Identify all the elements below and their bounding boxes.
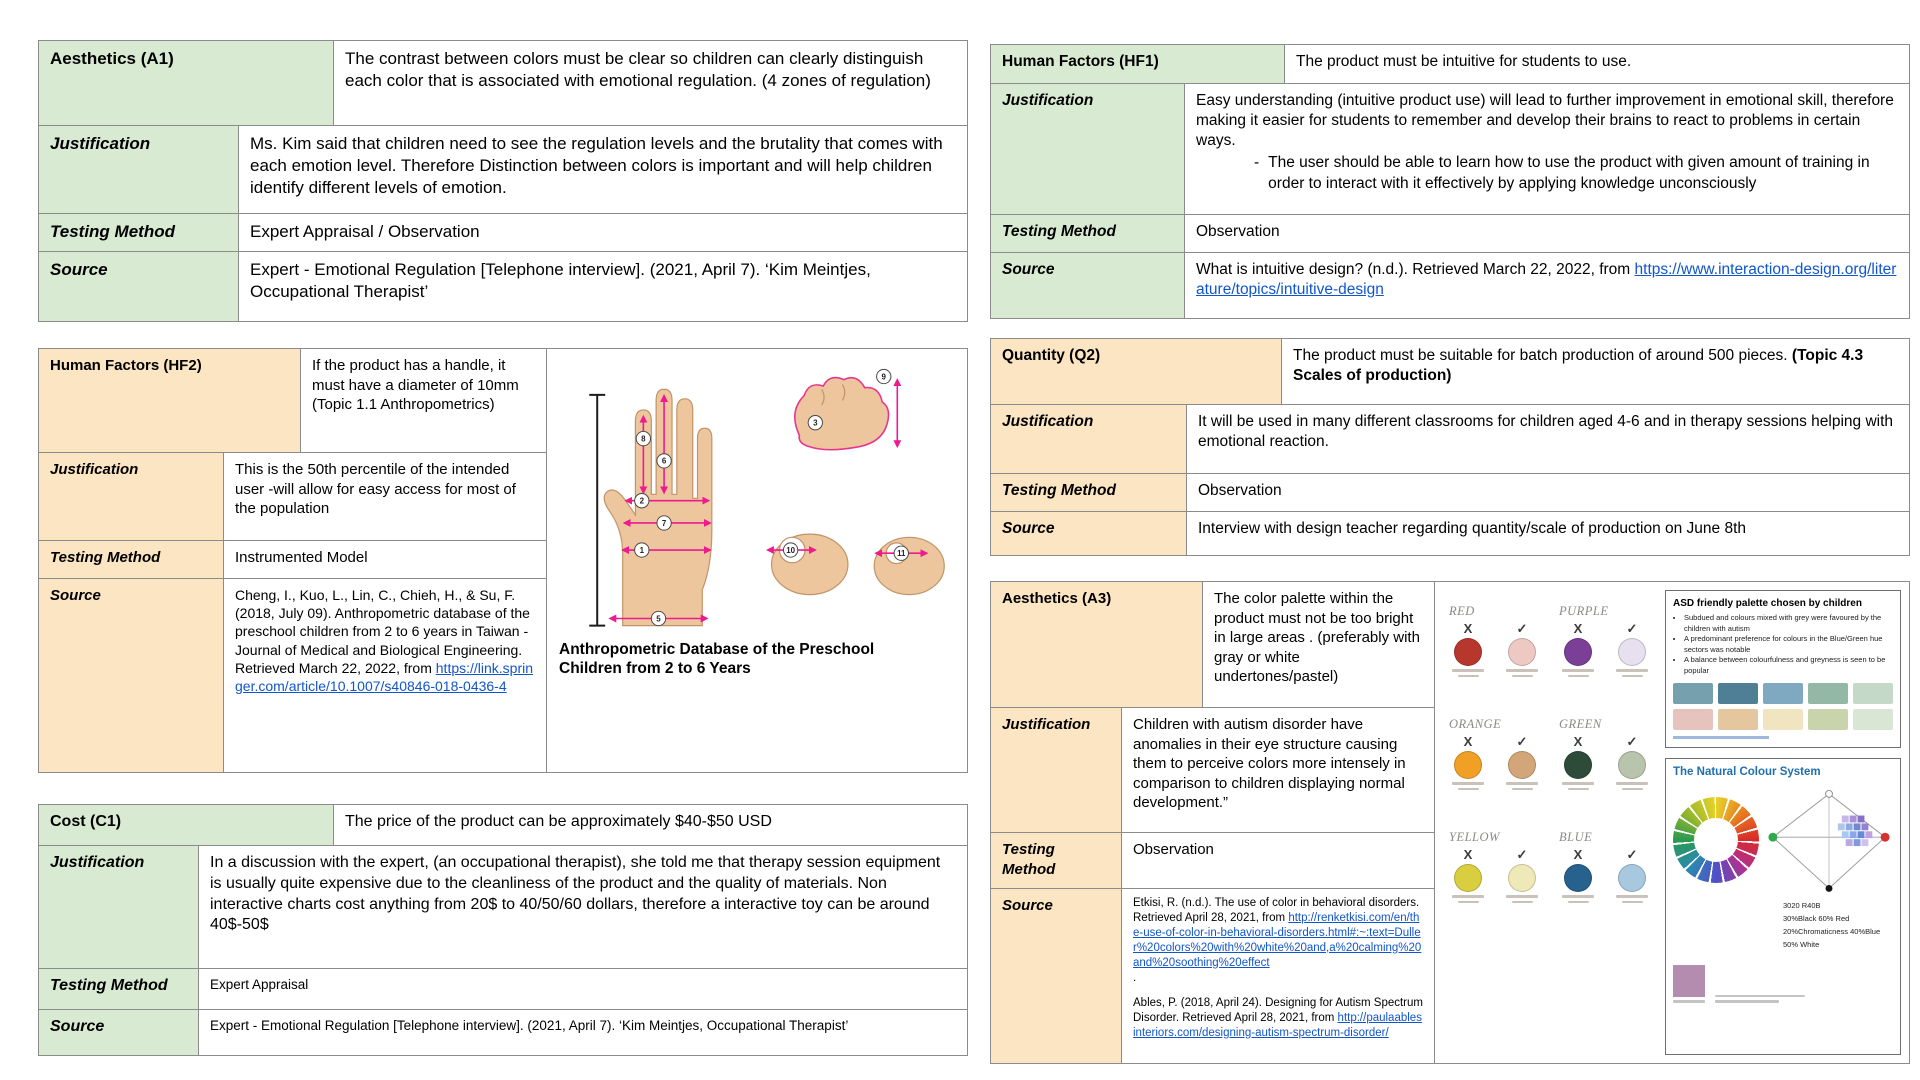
a3-ref2-link[interactable]: http://paulaablesinteriors.com/designing-autism-spectrum-disorder/ bbox=[1133, 1011, 1422, 1039]
hf2-rows bbox=[39, 349, 547, 772]
hf1-testing-row bbox=[991, 214, 1909, 252]
asd-swatch bbox=[1763, 709, 1803, 730]
q2-requirement-main: The product must be suitable for batch production of around 500 pieces. bbox=[1293, 347, 1792, 364]
accept-mark: ✓ bbox=[1516, 847, 1528, 862]
testing-method-label: Testing Method bbox=[991, 833, 1122, 888]
reject-mark: X bbox=[1573, 847, 1583, 862]
color-swatch bbox=[1618, 638, 1646, 666]
hf2-testing-text: Instrumented Model bbox=[235, 549, 368, 566]
palette-group-purple bbox=[1559, 604, 1651, 677]
c1-header-row bbox=[39, 805, 967, 845]
testing-method-label: Testing Method bbox=[991, 474, 1187, 511]
testing-method-label: Testing Method bbox=[991, 215, 1185, 252]
hf1-source-link[interactable]: https://www.interaction-design.org/literature/topics/intuitive-design bbox=[1196, 261, 1897, 299]
hf2-header-row bbox=[39, 349, 546, 452]
caption-placeholder bbox=[1715, 1000, 1779, 1003]
svg-text:6: 6 bbox=[661, 456, 667, 466]
color-swatch bbox=[1564, 864, 1592, 892]
a3-source-ref1 bbox=[1133, 896, 1423, 986]
justification-label: Justification bbox=[39, 846, 199, 968]
asd-swatch bbox=[1808, 709, 1848, 730]
hf2-justification-text: This is the 50th percentile of the intended user -will allow for easy access for most of the population bbox=[235, 461, 516, 517]
color-swatch bbox=[1564, 638, 1592, 666]
reject-mark: X bbox=[1463, 621, 1473, 636]
testing-method-label: Testing Method bbox=[39, 541, 224, 578]
accept-mark: ✓ bbox=[1516, 621, 1528, 636]
justification-label: Justification bbox=[991, 84, 1185, 214]
accept-mark: ✓ bbox=[1626, 847, 1638, 862]
swatch-label-placeholder bbox=[1458, 788, 1479, 791]
a1-justification-text: Ms. Kim said that children need to see the regulation levels and the brutality that comes with each emotion level. Therefore Distinction between colors is important and will help children identify different levels of emotion. bbox=[250, 134, 943, 198]
q2-title-cell: Quantity (Q2) bbox=[991, 339, 1282, 404]
q2-justification-row bbox=[991, 404, 1909, 473]
swatch-label-placeholder bbox=[1506, 782, 1538, 785]
a3-testing-row bbox=[991, 832, 1434, 888]
hf1-source-row bbox=[991, 252, 1909, 318]
asd-swatch bbox=[1808, 683, 1848, 704]
swatch-label-placeholder bbox=[1452, 895, 1484, 898]
hf1-title-cell: Human Factors (HF1) bbox=[991, 45, 1285, 83]
a1-source-row bbox=[39, 251, 967, 321]
asd-panel-title: ASD friendly palette chosen by children bbox=[1673, 598, 1862, 609]
svg-text:8: 8 bbox=[641, 434, 646, 444]
c1-source-row bbox=[39, 1009, 967, 1055]
asd-credit-placeholder bbox=[1673, 736, 1769, 739]
a3-source-row bbox=[991, 888, 1434, 1063]
swatch-label-placeholder bbox=[1568, 901, 1589, 904]
q2-justification-text: It will be used in many different classrooms for children aged 4-6 and in therapy sessions helping with emotional reaction. bbox=[1198, 413, 1894, 451]
spec-table-q2 bbox=[990, 338, 1910, 556]
color-swatch bbox=[1454, 864, 1482, 892]
a1-title-cell: Aesthetics (A1) bbox=[39, 41, 334, 125]
svg-text:10: 10 bbox=[786, 545, 796, 555]
source-label: Source bbox=[991, 889, 1122, 1063]
swatch-label-placeholder bbox=[1458, 675, 1479, 678]
a1-testing-row bbox=[39, 213, 967, 251]
a3-requirement-text: The color palette within the product must not be too bright in large areas . (preferably with gray or white undertones/pastel) bbox=[1214, 590, 1420, 685]
palette-group-name: GREEN bbox=[1559, 717, 1602, 731]
swatch-label-placeholder bbox=[1616, 895, 1648, 898]
svg-text:3: 3 bbox=[813, 418, 818, 428]
a3-ref1-citation: Etkisi, R. (n.d.). The use of color in behavioral disorders. Retrieved April 28, 2021, from bbox=[1133, 897, 1420, 924]
ncs-notation-block bbox=[1783, 900, 1893, 951]
ncs-notation-line: 30%Black 60% Red bbox=[1783, 914, 1850, 924]
ncs-notation-line: 20%Chromaticness 40%Blue bbox=[1783, 926, 1881, 936]
accept-mark: ✓ bbox=[1516, 734, 1528, 749]
hf2-title-cell: Human Factors (HF2) bbox=[39, 349, 301, 452]
swatch-label-placeholder bbox=[1452, 782, 1484, 785]
asd-swatch bbox=[1763, 683, 1803, 704]
palette-group-name: BLUE bbox=[1559, 830, 1593, 844]
swatch-label-placeholder bbox=[1622, 788, 1643, 791]
hand-anthropometry-figure bbox=[547, 349, 967, 772]
asd-bullet: • A predominant preference for colours in the Blue/Green hue sectors was notable bbox=[1684, 634, 1893, 655]
caption-placeholder bbox=[1715, 995, 1805, 998]
hf2-requirement-text: If the product has a handle, it must have a diameter of 10mm (Topic 1.1 Anthropometrics) bbox=[312, 357, 519, 413]
a1-source-text: Expert - Emotional Regulation [Telephone interview]. (2021, April 7). ‘Kim Meintjes, Occupational Therapist’ bbox=[250, 260, 871, 302]
hf2-justification-row bbox=[39, 452, 546, 540]
swatch-label-placeholder bbox=[1512, 675, 1533, 678]
ncs-notation-line: 3020 R40B bbox=[1783, 901, 1821, 911]
asd-swatch bbox=[1718, 683, 1758, 704]
swatch-label-placeholder bbox=[1622, 675, 1643, 678]
asd-swatch bbox=[1673, 709, 1713, 730]
hand-diagram-image bbox=[559, 359, 957, 634]
a1-requirement-text: The contrast between colors must be clear so children can clearly distinguish each color that is associated with emotional regulation. (4 zones of regulation) bbox=[345, 49, 931, 91]
hf1-testing-text: Observation bbox=[1196, 223, 1280, 240]
ncs-panel-title: The Natural Colour System bbox=[1673, 766, 1821, 778]
source-label: Source bbox=[991, 512, 1187, 555]
color-preference-palette bbox=[1443, 590, 1655, 1055]
hand-figure-caption: Anthropometric Database of the Preschool Children from 2 to 6 Years bbox=[559, 640, 875, 677]
justification-label: Justification bbox=[991, 708, 1122, 832]
source-label: Source bbox=[39, 579, 224, 772]
color-swatch bbox=[1618, 864, 1646, 892]
swatch-label-placeholder bbox=[1506, 895, 1538, 898]
svg-text:5: 5 bbox=[656, 614, 661, 624]
a3-figures-cell bbox=[1435, 582, 1909, 1063]
a1-header-row bbox=[39, 41, 967, 125]
palette-group-blue bbox=[1559, 830, 1651, 903]
a3-header-row bbox=[991, 582, 1434, 707]
hf1-source-citation: What is intuitive design? (n.d.). Retrieved March 22, 2022, from bbox=[1196, 261, 1635, 278]
bullet-dash: - bbox=[1254, 154, 1260, 172]
hf1-justification-main: Easy understanding (intuitive product use) will lead to further improvement in emotional skill, therefore making it easier for students to remember and develop their brains to react to problems in certain ways. bbox=[1196, 92, 1894, 150]
svg-text:9: 9 bbox=[881, 372, 886, 382]
swatch-label-placeholder bbox=[1616, 669, 1648, 672]
ncs-color-solid-figure bbox=[1765, 786, 1893, 894]
hf2-source-row bbox=[39, 578, 546, 772]
a3-title-cell: Aesthetics (A3) bbox=[991, 582, 1203, 707]
hf1-justification-bullet bbox=[1196, 153, 1898, 193]
a3-rows bbox=[991, 582, 1435, 1063]
asd-palette-panel bbox=[1665, 590, 1901, 748]
svg-text:7: 7 bbox=[661, 518, 667, 528]
swatch-label-placeholder bbox=[1562, 895, 1594, 898]
asd-bullet-list bbox=[1673, 613, 1893, 676]
swatch-label-placeholder bbox=[1506, 669, 1538, 672]
asd-bullet: • A balance between colourfulness and greyness is seen to be popular bbox=[1684, 655, 1893, 676]
color-swatch bbox=[1454, 638, 1482, 666]
swatch-label-placeholder bbox=[1568, 788, 1589, 791]
hf2-source-link[interactable]: https://link.springer.com/article/10.1007/s40846-018-0436-4 bbox=[235, 659, 534, 694]
swatch-label-placeholder bbox=[1512, 788, 1533, 791]
palette-group-name: PURPLE bbox=[1559, 604, 1609, 618]
a3-right-figures bbox=[1665, 590, 1901, 1055]
asd-bullet: • Subdued and colours mixed with grey were favoured by the children with autism bbox=[1684, 613, 1893, 634]
hf2-source-citation: Cheng, I., Kuo, L., Lin, C., Chieh, H., & Su, F. (2018, July 09). Anthropometric database of the preschool children from 2 to 6 years in Taiwan - Journal of Medical and Biological Engineering. Retrieved March 22, 2022, from bbox=[235, 587, 530, 676]
color-swatch bbox=[1508, 638, 1536, 666]
reject-mark: X bbox=[1573, 734, 1583, 749]
a3-justification-text: Children with autism disorder have anomalies in their eye structure causing them to perceive colors more intensely in comparison to children displaying normal development.” bbox=[1133, 716, 1406, 811]
palette-group-yellow bbox=[1449, 830, 1541, 903]
palette-group-name: RED bbox=[1449, 604, 1475, 618]
reject-mark: X bbox=[1573, 621, 1583, 636]
asd-swatch bbox=[1673, 683, 1713, 704]
q2-testing-text: Observation bbox=[1198, 482, 1282, 499]
justification-label: Justification bbox=[39, 453, 224, 540]
a3-source-text bbox=[1122, 889, 1434, 1063]
spec-table-c1 bbox=[38, 804, 968, 1056]
c1-requirement-text: The price of the product can be approximately $40-$50 USD bbox=[345, 813, 772, 830]
justification-label: Justification bbox=[991, 405, 1187, 473]
hf1-header-row bbox=[991, 45, 1909, 83]
swatch-label-placeholder bbox=[1568, 675, 1589, 678]
hf2-testing-row bbox=[39, 540, 546, 578]
testing-method-label: Testing Method bbox=[39, 214, 239, 251]
testing-method-label: Testing Method bbox=[39, 969, 199, 1009]
a3-testing-text: Observation bbox=[1133, 841, 1214, 858]
hf2-source-text bbox=[224, 579, 546, 772]
palette-group-red bbox=[1449, 604, 1541, 677]
q2-header-row bbox=[991, 339, 1909, 404]
spec-table-hf2 bbox=[38, 348, 968, 773]
color-swatch bbox=[1618, 751, 1646, 779]
bullet-text: The user should be able to learn how to use the product with given amount of training in order to interact with it effectively by applying knowledge unconsciously bbox=[1268, 154, 1870, 192]
c1-testing-text: Expert Appraisal bbox=[210, 977, 309, 992]
accept-mark: ✓ bbox=[1626, 621, 1638, 636]
swatch-label-placeholder bbox=[1452, 669, 1484, 672]
ncs-sample-swatch bbox=[1673, 965, 1705, 997]
swatch-label-placeholder bbox=[1512, 901, 1533, 904]
left-column bbox=[38, 40, 968, 1064]
q2-requirement-topic: (Topic 4.3 Scales of production) bbox=[1293, 347, 1864, 385]
palette-group-green bbox=[1559, 717, 1651, 790]
a1-testing-text: Expert Appraisal / Observation bbox=[250, 222, 480, 241]
hf1-justification-row bbox=[991, 83, 1909, 214]
q2-testing-row bbox=[991, 473, 1909, 511]
a3-ref1-link[interactable]: http://renketkisi.com/en/the-use-of-color-in-behavioral-disorders.html#:~:text=Duller%20colors%20with%20white%20and,a%20calming%20and%20soothing%20effect bbox=[1133, 911, 1422, 969]
spec-table-a1 bbox=[38, 40, 968, 322]
svg-text:2: 2 bbox=[639, 496, 644, 506]
svg-text:11: 11 bbox=[897, 549, 906, 559]
ncs-color-wheel bbox=[1673, 797, 1759, 883]
swatch-label-placeholder bbox=[1622, 901, 1643, 904]
palette-group-name: ORANGE bbox=[1449, 717, 1502, 731]
asd-swatch-grid bbox=[1673, 683, 1893, 730]
color-swatch bbox=[1508, 751, 1536, 779]
swatch-label-placeholder bbox=[1458, 901, 1479, 904]
c1-justification-row bbox=[39, 845, 967, 968]
a3-ref1-suffix: . bbox=[1133, 971, 1137, 984]
swatch-label-placeholder bbox=[1562, 669, 1594, 672]
reject-mark: X bbox=[1463, 734, 1473, 749]
accept-mark: ✓ bbox=[1626, 734, 1638, 749]
c1-title-cell: Cost (C1) bbox=[39, 805, 334, 845]
c1-source-text: Expert - Emotional Regulation [Telephone interview]. (2021, April 7). ‘Kim Meintjes, Occupational Therapist’ bbox=[210, 1018, 849, 1033]
hf1-requirement-text: The product must be intuitive for students to use. bbox=[1296, 53, 1632, 70]
q2-requirement-text bbox=[1282, 339, 1909, 404]
asd-swatch bbox=[1853, 709, 1893, 730]
spec-table-hf1 bbox=[990, 44, 1910, 319]
color-swatch bbox=[1564, 751, 1592, 779]
c1-testing-row bbox=[39, 968, 967, 1009]
right-column bbox=[990, 44, 1910, 1064]
hf1-justification-text bbox=[1185, 84, 1909, 214]
source-label: Source bbox=[39, 252, 239, 321]
color-swatch bbox=[1508, 864, 1536, 892]
justification-label: Justification bbox=[39, 126, 239, 213]
spec-table-a3 bbox=[990, 581, 1910, 1064]
a1-justification-row bbox=[39, 125, 967, 213]
asd-swatch bbox=[1853, 683, 1893, 704]
ncs-panel bbox=[1665, 758, 1901, 1055]
palette-group-name: YELLOW bbox=[1449, 830, 1500, 844]
color-swatch bbox=[1454, 751, 1482, 779]
reject-mark: X bbox=[1463, 847, 1473, 862]
q2-source-row bbox=[991, 511, 1909, 555]
swatch-label-placeholder bbox=[1562, 782, 1594, 785]
swatch-label-placeholder bbox=[1616, 782, 1648, 785]
ncs-notation-line: 50% White bbox=[1783, 939, 1820, 949]
a3-ref2-citation: Ables, P. (2018, April 24). Designing for Autism Spectrum Disorder. Retrieved April 28, 2021, from bbox=[1133, 996, 1423, 1024]
a3-justification-row bbox=[991, 707, 1434, 832]
a3-source-ref2 bbox=[1133, 996, 1423, 1041]
source-label: Source bbox=[39, 1010, 199, 1055]
swatch-label-placeholder bbox=[1673, 1000, 1705, 1003]
asd-swatch bbox=[1718, 709, 1758, 730]
svg-text:1: 1 bbox=[639, 545, 644, 555]
c1-justification-text: In a discussion with the expert, (an occupational therapist), she told me that therapy session equipment is usually quite expensive due to the cleanliness of the product and the quality of materials. Non interactive charts cost anything from 20$ to 40/50/60 dollars, therefore a interactive toy can be around 40$-50$ bbox=[210, 854, 941, 934]
palette-group-orange bbox=[1449, 717, 1541, 790]
source-label: Source bbox=[991, 253, 1185, 318]
q2-source-text: Interview with design teacher regarding quantity/scale of production on June 8th bbox=[1198, 520, 1747, 537]
hf1-source-text bbox=[1185, 253, 1909, 318]
